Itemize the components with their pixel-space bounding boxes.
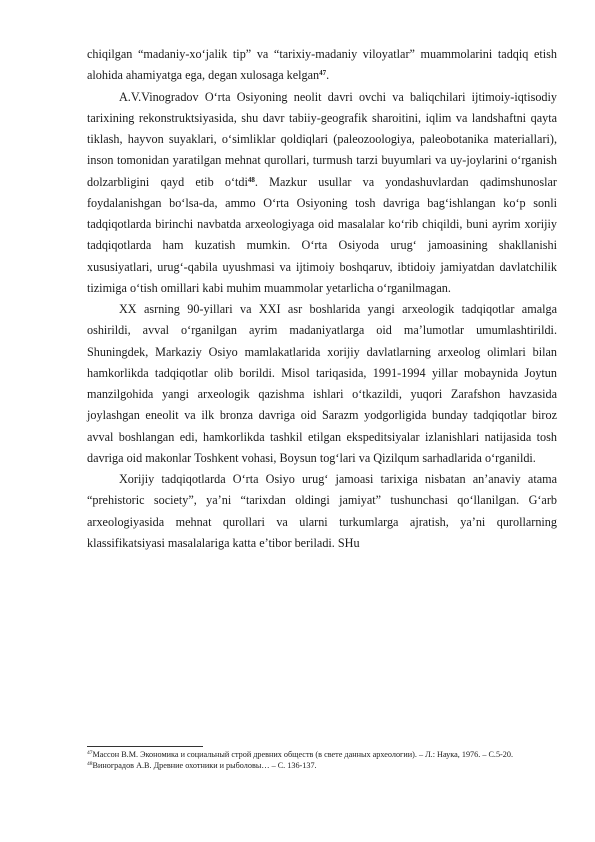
footnote-ref-48[interactable]: 48 — [247, 175, 255, 184]
footnotes — [87, 749, 557, 771]
body-text — [87, 44, 557, 554]
footnote-separator — [87, 746, 203, 747]
paragraph-vinogradov: A.V.Vinogradov O‘rta Osiyoning neolit davri ovchi va baliqchilari ijtimoiy-iqtisodiy tarixining rekonstruktsiyasida, shu davr tabiiy-geografik sharoitini, iqlim va landshaftni qayta tiklash, hayvon suyaklari, o‘simliklar qoldiqlari (paleozoologiya, paleobotanika materiallari), inson tomonidan yaratilgan mehnat qurollari, turmush tarzi buyumlari va uy-joylarini o‘rganish dolzarbligini qayd etib o‘tdi$^{48}$. Mazkur usullar va yondashuvlardan qadimshunoslar foydalanishgan bo‘lsa-da, ammo O‘rta Osiyoning tosh davriga bag‘ishlangan ko‘p sonli tadqiqotlarda birinchi navbatda arxeologiyaga oid masalalar ko‘rib chiqildi, buni ayrim xorijiy tadqiqotlarda ham kuzatish mumkin. O‘rta Osiyoda urug‘ jamoasining shakllanishi xususiyatlari, urug‘-qabila uyushmasi va ijtimoiy boshqaruv, ibtidoiy jamiyatdan davlatchilik tizimiga o‘tish omillari kabi muhim muammolar yetarlicha o‘rganilmagan. — [87, 89, 557, 295]
footnote-ref-47[interactable]: 47 — [319, 69, 327, 78]
footnote-48: $^{48}$Виноградов А.В. Древние охотники и рыболовы… – С. 136-137. — [87, 761, 317, 770]
paragraph-continued: chiqilgan “madaniy-xo‘jalik tip” va “tarixiy-madaniy viloyatlar” muammolarini tadqiq etish alohida ahamiyatga ega, degan xulosaga kelgan$^{47}$. — [87, 47, 557, 83]
footnote-47: $^{47}$Массон В.М. Экономика и социальный строй древних обществ (в свете данных археологии). – Л.: Наука, 1976. – С.5-20. — [87, 750, 514, 759]
paragraph-new-research: XX asrning 90-yillari va XXI asr boshlarida yangi arxeologik tadqiqotlar amalga oshirildi, avval o‘rganilgan ayrim madaniyatlarga oid ma’lumotlar umumlashtirildi. Shuningdek, Markaziy Osiyo mamlakatlarida xorijiy davlatlarning arxeolog olimlari bilan hamkorlikda tadqiqotlar olib borildi. Misol tariqasida, 1991-1994 yillar mobaynida Joytun manzilgohida yangi arxeologik qazishma ishlari o‘tkazildi, yuqori Zarafshon havzasida joylashgan eneolit va ilk bronza davriga oid Sarazm yodgorligida bunday tadqiqotlar biroz avval boshlangan edi, hamkorlikda tashkil etilgan ekspeditsiyalar izlanishlari natijasida tosh davriga oid makonlar Toshkent vohasi, Boysun tog‘lari va Qizilqum sarhadlarida o‘rganildi. — [87, 302, 557, 465]
paragraph-foreign-research: Xorijiy tadqiqotlarda O‘rta Osiyo urug‘ jamoasi tarixiga nisbatan an’anaviy atama “prehistoric society”, ya’ni “tarixdan oldingi jamiyat” tushunchasi qo‘llanilgan. G‘arb arxeologiyasida mehnat qurollari va ularni turkumlarga ajratish, ya’ni qurollarning klassifikatsiyasi masalalariga katta e’tibor beriladi. SHu — [87, 472, 557, 550]
